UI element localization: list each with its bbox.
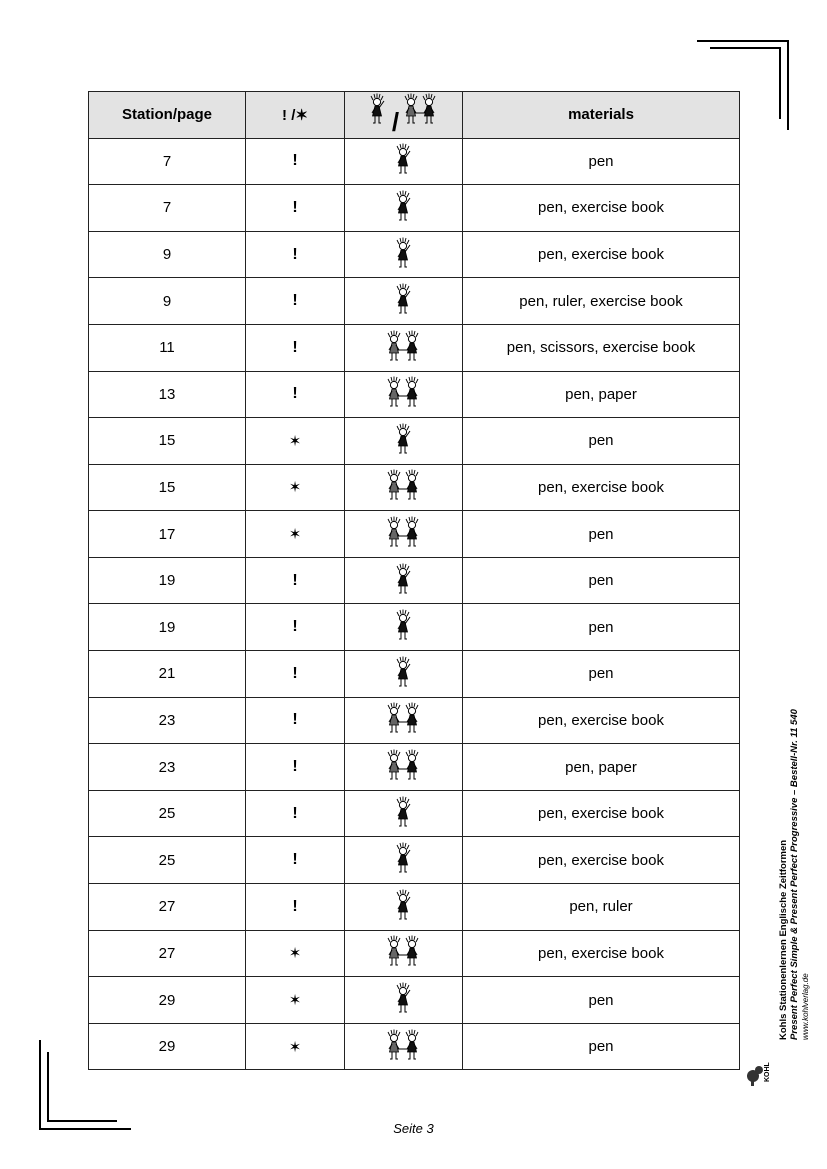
difficulty-cell: [246, 930, 345, 977]
station-cell: 15: [89, 418, 246, 465]
materials-cell: pen: [463, 604, 740, 651]
materials-cell: pen, exercise book: [463, 464, 740, 511]
materials-cell: pen, ruler, exercise book: [463, 278, 740, 325]
station-cell: 9: [89, 231, 246, 278]
table-row: [89, 231, 740, 278]
materials-cell: pen: [463, 511, 740, 558]
station-cell: 27: [89, 930, 246, 977]
two-children-icon: [385, 748, 423, 782]
table-row: [89, 744, 740, 791]
table-row: [89, 138, 740, 185]
difficulty-cell: [246, 511, 345, 558]
materials-cell: pen: [463, 557, 740, 604]
station-cell: 7: [89, 138, 246, 185]
social-form-cell: [345, 884, 463, 931]
materials-cell: pen, ruler: [463, 884, 740, 931]
materials-cell: pen, paper: [463, 744, 740, 791]
corner-top-right-inner-v: [779, 47, 781, 119]
publisher-logo: [745, 1020, 775, 1086]
header-materials: materials: [463, 92, 740, 139]
two-children-icon: [385, 515, 423, 549]
difficulty-cell: [246, 185, 345, 232]
materials-cell: pen, exercise book: [463, 930, 740, 977]
station-cell: 17: [89, 511, 246, 558]
table-header-row: [89, 92, 740, 139]
table-row: [89, 884, 740, 931]
social-form-cell: [345, 557, 463, 604]
single-child-icon: [393, 655, 415, 689]
station-cell: 25: [89, 837, 246, 884]
table-row: [89, 557, 740, 604]
social-form-cell: [345, 185, 463, 232]
challenge-task-star: ✶: [288, 526, 302, 544]
basic-task-mark: !: [292, 198, 298, 216]
header-difficulty: ! /✶: [246, 92, 345, 139]
difficulty-cell: [246, 651, 345, 698]
two-children-icon: [402, 92, 440, 126]
single-child-icon: [393, 888, 415, 922]
single-child-icon: [393, 422, 415, 456]
station-cell: 29: [89, 1023, 246, 1070]
basic-task-mark: !: [292, 292, 298, 310]
single-child-icon: [393, 282, 415, 316]
materials-cell: pen, exercise book: [463, 837, 740, 884]
materials-cell: pen: [463, 1023, 740, 1070]
basic-task-mark: !: [292, 804, 298, 822]
social-form-cell: [345, 604, 463, 651]
basic-task-mark: !: [292, 897, 298, 915]
single-child-icon: [393, 981, 415, 1015]
two-children-icon: [385, 701, 423, 735]
station-cell: 7: [89, 185, 246, 232]
materials-cell: pen: [463, 977, 740, 1024]
basic-task-mark: !: [292, 711, 298, 729]
difficulty-cell: [246, 977, 345, 1024]
challenge-task-star: ✶: [288, 992, 302, 1010]
table-row: [89, 930, 740, 977]
difficulty-cell: [246, 557, 345, 604]
single-child-icon: [393, 562, 415, 596]
difficulty-cell: [246, 790, 345, 837]
publisher-side-info: [778, 709, 811, 1040]
social-form-cell: [345, 697, 463, 744]
social-form-cell: [345, 418, 463, 465]
materials-cell: pen, exercise book: [463, 697, 740, 744]
basic-task-mark: !: [292, 758, 298, 776]
station-cell: 25: [89, 790, 246, 837]
single-child-icon: [393, 142, 415, 176]
social-form-cell: [345, 371, 463, 418]
corner-top-right-inner-h: [710, 47, 780, 49]
social-form-cell: [345, 231, 463, 278]
corner-top-right-outer-v: [787, 40, 789, 130]
materials-cell: pen: [463, 138, 740, 185]
social-form-cell: [345, 324, 463, 371]
station-cell: 27: [89, 884, 246, 931]
difficulty-cell: [246, 324, 345, 371]
social-form-cell: [345, 651, 463, 698]
challenge-task-star: ✶: [288, 1038, 302, 1056]
difficulty-cell: [246, 371, 345, 418]
station-cell: 19: [89, 604, 246, 651]
header-station: Station/page: [89, 92, 246, 139]
side-info-website: www.kohlverlag.de: [801, 973, 810, 1040]
side-info-subtitle: Present Perfect Simple & Present Perfect Progressive – Bestell-Nr. 11 540: [789, 709, 800, 1040]
single-child-icon: [393, 608, 415, 642]
corner-top-right-outer-h: [697, 40, 789, 42]
difficulty-cell: [246, 697, 345, 744]
station-cell: 9: [89, 278, 246, 325]
social-form-cell: [345, 1023, 463, 1070]
challenge-task-star: ✶: [288, 432, 302, 450]
two-children-icon: [385, 1028, 423, 1062]
table-row: [89, 278, 740, 325]
difficulty-cell: [246, 837, 345, 884]
single-child-icon: [393, 841, 415, 875]
materials-cell: pen, exercise book: [463, 185, 740, 232]
single-child-icon: [393, 795, 415, 829]
basic-task-mark: !: [292, 571, 298, 589]
challenge-task-star: ✶: [288, 479, 302, 497]
materials-table: [88, 91, 740, 1070]
basic-task-mark: !: [292, 851, 298, 869]
table-row: [89, 511, 740, 558]
social-form-cell: [345, 977, 463, 1024]
header-slash: /: [391, 106, 400, 137]
table-row: [89, 371, 740, 418]
social-form-cell: [345, 511, 463, 558]
basic-task-mark: !: [292, 385, 298, 403]
materials-cell: pen: [463, 418, 740, 465]
corner-bottom-left-outer-v: [39, 1040, 41, 1130]
table-row: [89, 651, 740, 698]
difficulty-cell: [246, 744, 345, 791]
station-cell: 23: [89, 744, 246, 791]
table-row: [89, 837, 740, 884]
table-row: [89, 185, 740, 232]
table-body: [89, 138, 740, 1070]
table-row: [89, 697, 740, 744]
station-cell: 13: [89, 371, 246, 418]
difficulty-cell: [246, 604, 345, 651]
single-child-icon: [393, 189, 415, 223]
materials-cell: pen, paper: [463, 371, 740, 418]
side-info-title: Kohls Stationenlernen Englische Zeitformen: [778, 839, 789, 1040]
table-row: [89, 790, 740, 837]
difficulty-cell: [246, 231, 345, 278]
difficulty-cell: [246, 464, 345, 511]
station-cell: 11: [89, 324, 246, 371]
station-cell: 21: [89, 651, 246, 698]
social-form-cell: [345, 744, 463, 791]
single-child-icon: [367, 92, 389, 126]
materials-cell: pen, scissors, exercise book: [463, 324, 740, 371]
materials-cell: pen, exercise book: [463, 790, 740, 837]
basic-task-mark: !: [292, 618, 298, 636]
table-row: [89, 324, 740, 371]
difficulty-cell: [246, 138, 345, 185]
difficulty-cell: [246, 278, 345, 325]
station-cell: 19: [89, 557, 246, 604]
table-row: [89, 604, 740, 651]
station-cell: 15: [89, 464, 246, 511]
social-form-cell: [345, 464, 463, 511]
table-row: [89, 977, 740, 1024]
difficulty-cell: [246, 418, 345, 465]
two-children-icon: [385, 329, 423, 363]
difficulty-cell: [246, 1023, 345, 1070]
corner-bottom-left-inner-v: [47, 1052, 49, 1122]
challenge-task-star: ✶: [288, 945, 302, 963]
header-social-form: [345, 92, 463, 139]
table-row: [89, 418, 740, 465]
basic-task-mark: !: [292, 245, 298, 263]
basic-task-mark: !: [292, 664, 298, 682]
station-cell: 23: [89, 697, 246, 744]
social-form-cell: [345, 278, 463, 325]
single-child-icon: [393, 236, 415, 270]
social-form-cell: [345, 790, 463, 837]
social-form-cell: [345, 138, 463, 185]
basic-task-mark: !: [292, 152, 298, 170]
page-number: Seite 3: [393, 1121, 434, 1136]
table-row: [89, 464, 740, 511]
two-children-icon: [385, 934, 423, 968]
table-row: [89, 1023, 740, 1070]
difficulty-cell: [246, 884, 345, 931]
basic-task-mark: !: [292, 338, 298, 356]
materials-cell: pen: [463, 651, 740, 698]
station-cell: 29: [89, 977, 246, 1024]
social-form-cell: [345, 837, 463, 884]
svg-text:KOHL: KOHL: [764, 1062, 771, 1082]
social-form-cell: [345, 930, 463, 977]
two-children-icon: [385, 375, 423, 409]
two-children-icon: [385, 468, 423, 502]
materials-cell: pen, exercise book: [463, 231, 740, 278]
